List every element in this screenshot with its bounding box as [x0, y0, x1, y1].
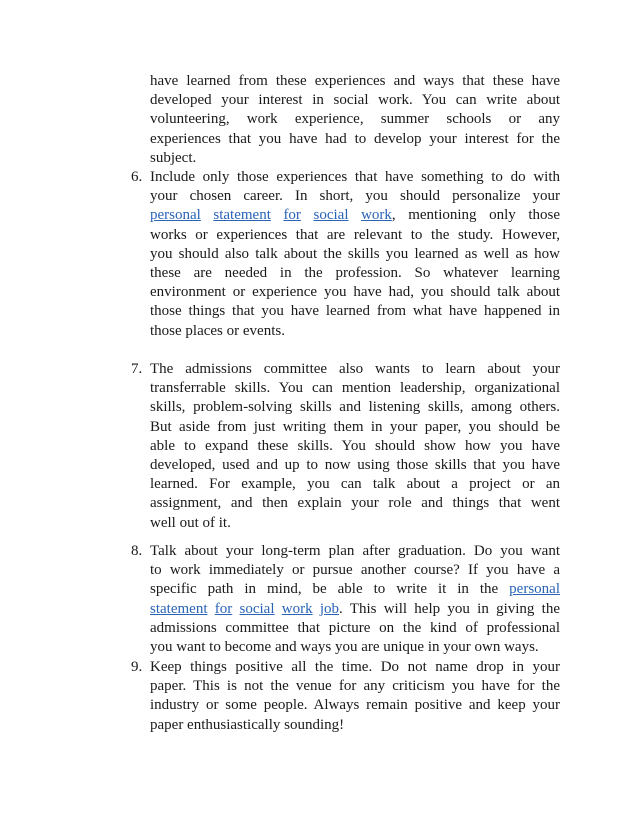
link-statement[interactable]: statement — [213, 207, 271, 224]
text-line: environment or experience you have had, you should talk about — [150, 284, 560, 301]
link-line-trailing: , mentioning only those — [391, 207, 560, 224]
text-line: experiences that you have had to develop your interest for the — [150, 130, 560, 147]
text-line: subject. — [150, 149, 197, 166]
list-item-8 — [150, 542, 560, 657]
text-line: have learned from these experiences and ways that these have — [150, 73, 560, 89]
list-item-9 — [150, 658, 560, 735]
link-social[interactable]: social — [239, 600, 275, 617]
text-line: your chosen career. In short, you should personalize your — [150, 188, 560, 205]
text-line: able to expand these skills. You should show how you have — [150, 437, 560, 454]
text-line: paper enthusiastically sounding! — [150, 716, 345, 733]
intro-paragraph — [150, 72, 560, 168]
list-number: 6. — [131, 169, 143, 185]
link-job[interactable]: job — [319, 600, 340, 617]
link-personal[interactable]: personal — [150, 207, 201, 224]
text-line: But aside from just writing them in your paper, you should be — [150, 418, 560, 435]
text-line: these are needed in the profession. So whatever learning — [150, 264, 560, 281]
text-line: skills, problem-solving skills and listening skills, among others. — [150, 399, 560, 416]
text-line: volunteering, work experience, summer schools or any — [150, 111, 560, 128]
text-line: paper. This is not the venue for any criticism you have for the — [150, 678, 560, 695]
link-line-trailing: . This will help you in giving the — [339, 600, 561, 617]
text-line: assignment, and then explain your role and things that went — [150, 495, 560, 512]
text-line: well out of it. — [150, 514, 231, 531]
link-line — [150, 206, 560, 225]
link-for[interactable]: for — [283, 207, 301, 224]
text-line: industry or some people. Always remain positive and keep your — [150, 697, 560, 714]
text-line: admissions committee that picture on the kind of professional — [150, 619, 560, 636]
list-number: 8. — [131, 543, 143, 559]
text-line: Keep things positive all the time. Do not name drop in your — [150, 659, 560, 675]
link-work[interactable]: work — [281, 600, 313, 617]
text-line: transferrable skills. You can mention leadership, organizational — [150, 380, 560, 397]
text-line: you want to become and ways you are unique in your own ways. — [150, 638, 539, 655]
text-line: those things that you have learned from what have happened in — [150, 303, 560, 320]
text-line: Include only those experiences that have something to do with — [150, 169, 560, 185]
list-item-6 — [150, 168, 560, 341]
text-line: developed, used and up to now using those skills that you have — [150, 456, 560, 473]
text-line: The admissions committee also wants to learn about your — [150, 361, 560, 377]
list-number: 9. — [131, 659, 143, 675]
link-work[interactable]: work — [361, 207, 392, 224]
text-line: Talk about your long-term plan after graduation. Do you want — [150, 543, 560, 559]
link-statement[interactable]: statement — [150, 600, 208, 617]
link-line — [150, 580, 560, 599]
list-item-7 — [150, 360, 560, 533]
link-social[interactable]: social — [313, 207, 349, 224]
text-line: you should also talk about the skills you learned as well as how — [150, 245, 560, 262]
text-line: works or experiences that are relevant to the study. However, — [150, 226, 560, 243]
link-for[interactable]: for — [214, 600, 233, 617]
text-line: specific path in mind, be able to write it in the — [150, 581, 499, 598]
text-line: learned. For example, you can talk about a project or an — [150, 476, 560, 493]
link-line — [150, 600, 560, 619]
text-line: to work immediately or pursue another course? If you have a — [150, 562, 560, 579]
list-number: 7. — [131, 361, 143, 377]
text-line: those places or events. — [150, 322, 285, 339]
link-personal[interactable]: personal — [509, 581, 560, 598]
text-line: developed your interest in social work. You can write about — [150, 92, 560, 109]
